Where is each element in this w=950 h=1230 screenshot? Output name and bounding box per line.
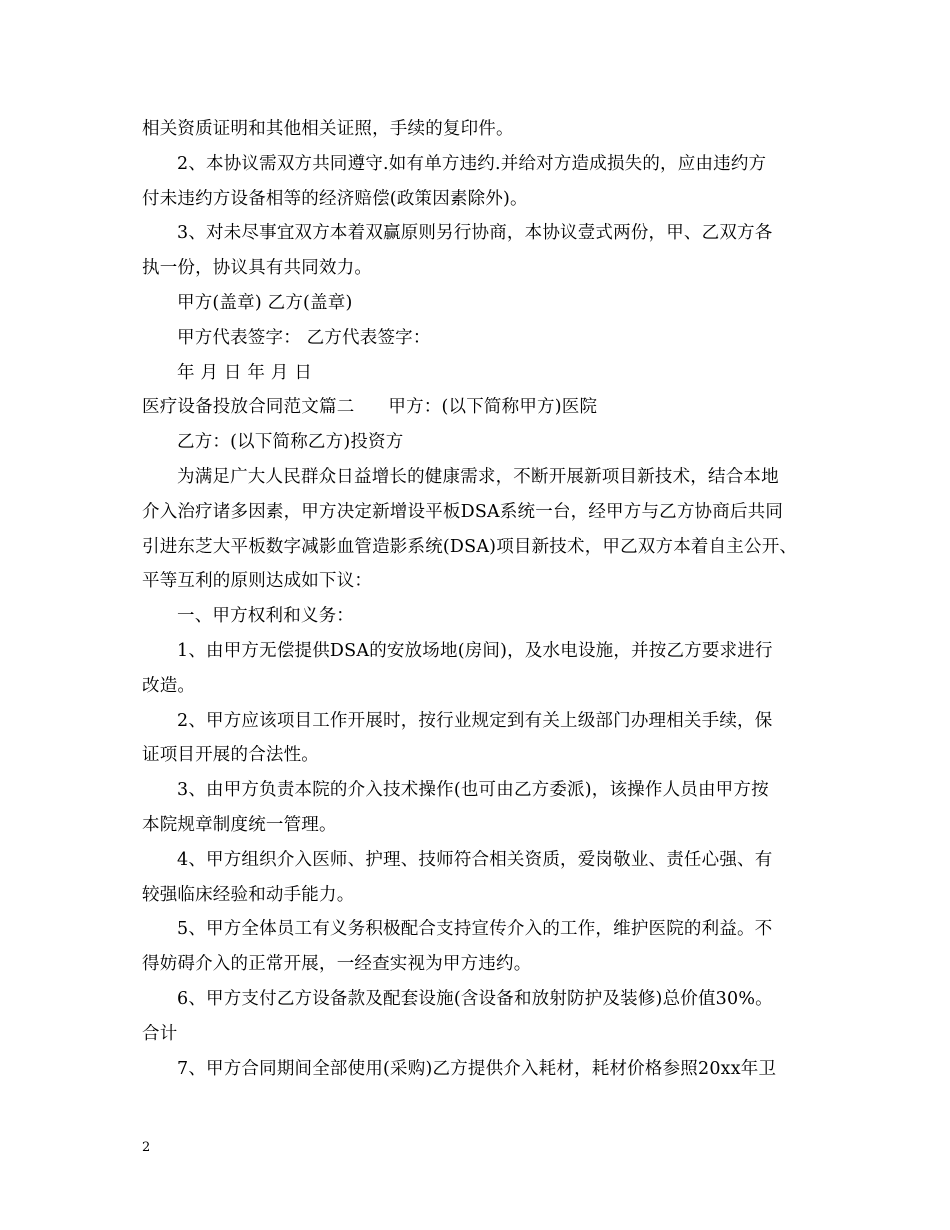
text-line-7 <box>142 321 812 356</box>
line-text: 本院规章制度统一管理。 <box>142 814 337 835</box>
text-line-20 <box>142 773 812 808</box>
text-line-1 <box>142 112 812 147</box>
text-line-27 <box>142 1017 812 1052</box>
line-text: 介入治疗诸多因素，甲方决定新增设平板DSA系统一台，经甲方与乙方协商后共同 <box>142 501 784 522</box>
text-line-17 <box>142 669 812 704</box>
line-text: 一、甲方权利和义务： <box>177 606 354 627</box>
text-line-15 <box>142 599 812 634</box>
line-text: 合计 <box>142 1023 178 1044</box>
line-text: 乙方：(以下简称乙方)投资方 <box>177 432 404 453</box>
line-text: 3、对未尽事宜双方本着双赢原则另行协商，本协议壹式两份，甲、乙双方各 <box>177 223 773 244</box>
text-line-16 <box>142 634 812 669</box>
line-text: 证项目开展的合法性。 <box>142 745 319 766</box>
line-text: 7、甲方合同期间全部使用(采购)乙方提供介入耗材，耗材价格参照20xx年卫 <box>177 1058 777 1079</box>
text-line-11 <box>142 460 812 495</box>
text-line-25 <box>142 947 812 982</box>
section-title: 医疗设备投放合同范文篇二 <box>142 397 355 418</box>
party-a-text: 甲方：(以下简称甲方)医院 <box>388 397 598 418</box>
text-line-9 <box>142 390 812 425</box>
line-text: 平等互利的原则达成如下议： <box>142 571 373 592</box>
text-line-21 <box>142 808 812 843</box>
text-line-8 <box>142 356 812 391</box>
text-line-23 <box>142 878 812 913</box>
line-text: 3、由甲方负责本院的介入技术操作(也可由乙方委派)，该操作人员由甲方按 <box>177 780 769 801</box>
line-text: 2、本协议需双方共同遵守.如有单方违约.并给对方造成损失的，应由违约方 <box>177 153 767 174</box>
page-number: 2 <box>142 1140 151 1155</box>
text-line-24 <box>142 912 812 947</box>
text-line-10 <box>142 425 812 460</box>
text-line-12 <box>142 495 812 530</box>
text-line-6 <box>142 286 812 321</box>
text-line-4 <box>142 216 812 251</box>
line-text: 年 月 日 年 月 日 <box>177 362 313 383</box>
line-text: 甲方(盖章) 乙方(盖章) <box>177 292 353 313</box>
line-text: 引进东芝大平板数字减影血管造影系统(DSA)项目新技术，甲乙双方本着自主公开、 <box>142 536 798 557</box>
text-line-18 <box>142 704 812 739</box>
text-line-5 <box>142 251 812 286</box>
text-line-19 <box>142 738 812 773</box>
text-line-22 <box>142 843 812 878</box>
line-text: 执一份，协议具有共同效力。 <box>142 258 373 279</box>
line-text: 改造。 <box>142 675 196 696</box>
text-line-2 <box>142 147 812 182</box>
line-text: 为满足广大人民群众日益增长的健康需求，不断开展新项目新技术，结合本地 <box>177 466 779 487</box>
line-text: 2、甲方应该项目工作开展时，按行业规定到有关上级部门办理相关手续，保 <box>177 710 773 731</box>
line-text: 4、甲方组织介入医师、护理、技师符合相关资质，爱岗敬业、责任心强、有 <box>177 849 773 870</box>
line-text: 1、由甲方无偿提供DSA的安放场地(房间)，及水电设施，并按乙方要求进行 <box>177 640 773 661</box>
text-line-26 <box>142 982 812 1017</box>
line-text: 甲方代表签字： 乙方代表签字： <box>177 327 431 348</box>
line-text: 较强临床经验和动手能力。 <box>142 884 355 905</box>
line-text: 相关资质证明和其他相关证照，手续的复印件。 <box>142 119 514 139</box>
line-text: 5、甲方全体员工有义务积极配合支持宣传介入的工作，维护医院的利益。不 <box>177 919 773 940</box>
line-text: 得妨碍介入的正常开展，一经查实视为甲方违约。 <box>142 954 532 975</box>
text-line-28 <box>142 1052 812 1087</box>
document-body <box>142 112 812 1086</box>
line-text: 付未违约方设备相等的经济赔偿(政策因素除外)。 <box>142 188 528 209</box>
line-text: 6、甲方支付乙方设备款及配套设施(含设备和放射防护及装修)总价值30%。 <box>177 988 773 1009</box>
text-line-14 <box>142 564 812 599</box>
text-line-3 <box>142 182 812 217</box>
text-line-13 <box>142 530 812 565</box>
